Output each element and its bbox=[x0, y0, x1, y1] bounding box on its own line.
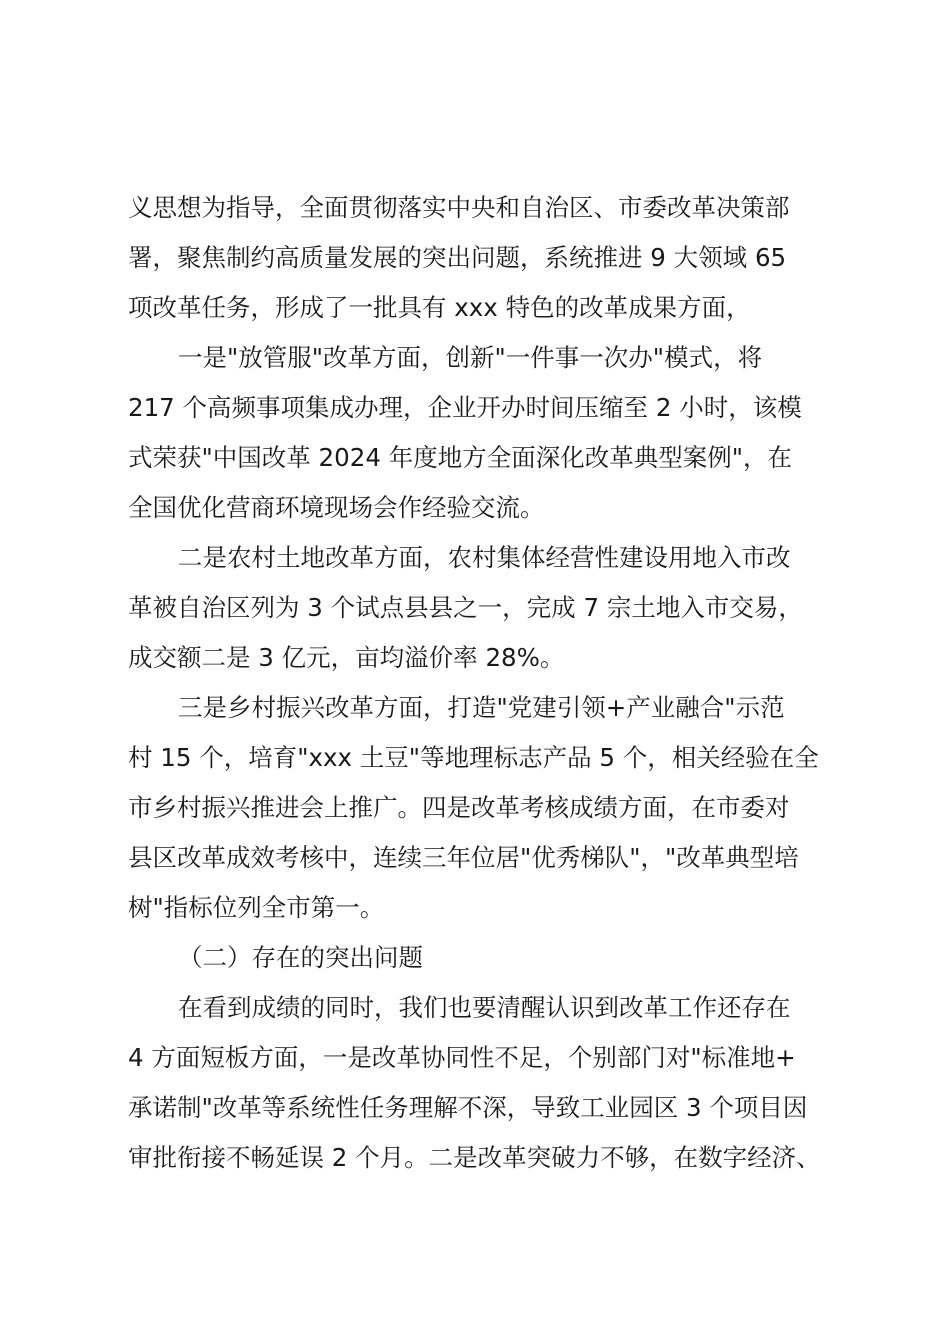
text-line: 式荣获"中国改革 2024 年度地方全面深化改革典型案例"，在 bbox=[128, 443, 792, 472]
body-text bbox=[128, 183, 838, 1183]
text-line: 审批衔接不畅延误 2 个月。二是改革突破力不够，在数字经济、 bbox=[128, 1143, 821, 1172]
paragraph-start-line: 在看到成绩的同时，我们也要清醒认识到改革工作还存在 bbox=[178, 993, 791, 1022]
text-line: 义思想为指导，全面贯彻落实中央和自治区、市委改革决策部 bbox=[128, 193, 790, 222]
text-line: 成交额二是 3 亿元，亩均溢价率 28%。 bbox=[128, 643, 565, 672]
text-line: 县区改革成效考核中，连续三年位居"优秀梯队"，"改革典型培 bbox=[128, 843, 799, 872]
text-line: 项改革任务，形成了一批具有 xxx 特色的改革成果方面， bbox=[128, 293, 751, 322]
text-line: 树"指标位列全市第一。 bbox=[128, 893, 385, 922]
text-line: 承诺制"改革等系统性任务理解不深，导致工业园区 3 个项目因 bbox=[128, 1093, 808, 1122]
paragraph-start-line: 二是农村土地改革方面，农村集体经营性建设用地入市改 bbox=[178, 543, 791, 572]
text-line: 4 方面短板方面，一是改革协同性不足，个别部门对"标准地+ bbox=[128, 1043, 796, 1072]
section-heading: （二）存在的突出问题 bbox=[178, 943, 423, 972]
text-line: 革被自治区列为 3 个试点县县之一，完成 7 宗土地入市交易， bbox=[128, 593, 803, 622]
text-line: 217 个高频事项集成办理，企业开办时间压缩至 2 小时，该模 bbox=[128, 393, 802, 422]
text-line: 署，聚焦制约高质量发展的突出问题，系统推进 9 大领域 65 bbox=[128, 243, 787, 272]
text-line: 村 15 个，培育"xxx 土豆"等地理标志产品 5 个，相关经验在全 bbox=[128, 743, 819, 772]
paragraph-start-line: 三是乡村振兴改革方面，打造"党建引领+产业融合"示范 bbox=[178, 693, 785, 722]
paragraph-start-line: 一是"放管服"改革方面，创新"一件事一次办"模式，将 bbox=[178, 343, 763, 372]
text-line: 市乡村振兴推进会上推广。四是改革考核成绩方面，在市委对 bbox=[128, 793, 790, 822]
text-line: 全国优化营商环境现场会作经验交流。 bbox=[128, 493, 545, 522]
